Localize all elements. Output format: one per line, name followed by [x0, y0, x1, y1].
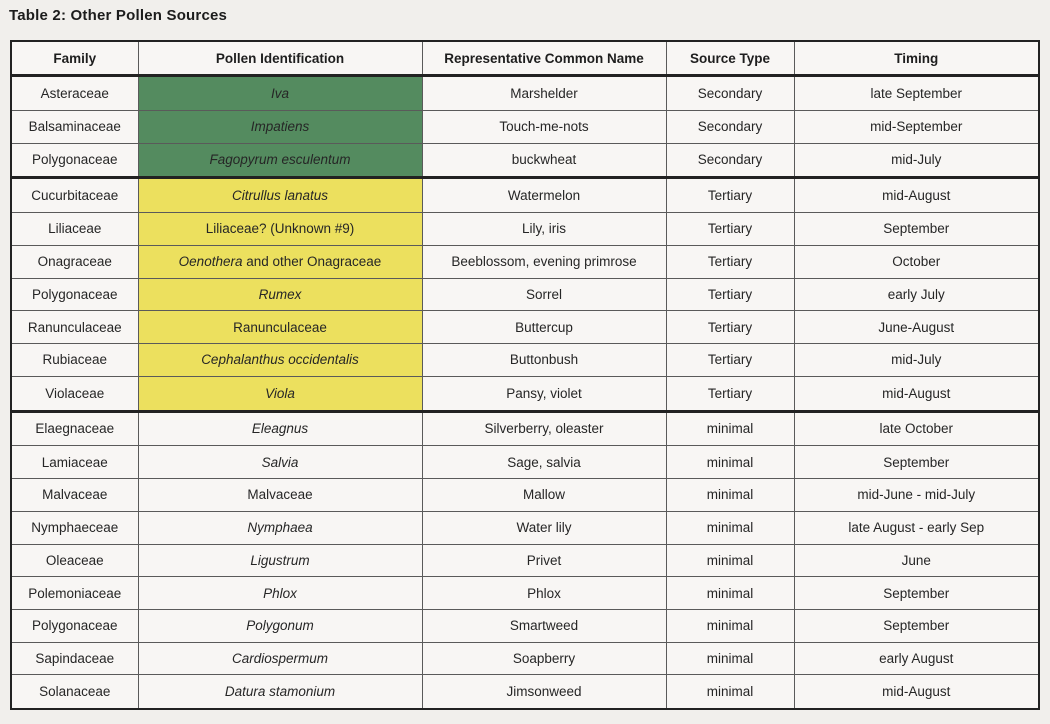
table-row	[11, 577, 1039, 610]
family-cell: Onagraceae	[11, 245, 138, 278]
pollen-name-text: Viola	[265, 385, 295, 401]
pollen-identification-cell	[138, 544, 422, 577]
column-header-pollen-identification: Pollen Identification	[138, 41, 422, 76]
common-name-cell: Jimsonweed	[422, 675, 666, 709]
family-cell: Balsaminaceae	[11, 110, 138, 143]
pollen-name-text: Ligustrum	[250, 552, 310, 568]
common-name-cell: buckwheat	[422, 143, 666, 178]
pollen-name-text: Fagopyrum esculentum	[209, 152, 351, 168]
source-type-cell: Tertiary	[666, 213, 794, 246]
timing-cell: September	[794, 609, 1039, 642]
pollen-identification-cell	[138, 376, 422, 411]
pollen-name-text: Iva	[270, 85, 289, 101]
column-header-timing: Timing	[794, 41, 1039, 76]
common-name-cell: Sage, salvia	[422, 446, 666, 479]
column-header-family: Family	[11, 41, 138, 76]
family-cell: Cucurbitaceae	[11, 178, 138, 213]
source-type-cell: Tertiary	[666, 278, 794, 311]
pollen-name-text: Phlox	[263, 585, 297, 601]
pollen-identification-cell	[138, 675, 422, 709]
table-row	[11, 511, 1039, 544]
timing-cell: early August	[794, 642, 1039, 675]
pollen-name-text: Rumex	[258, 286, 302, 302]
source-type-cell: minimal	[666, 577, 794, 610]
pollen-identification-cell	[138, 344, 422, 377]
header-row	[11, 41, 1039, 76]
family-cell: Solanaceae	[11, 675, 138, 709]
source-type-cell: Secondary	[666, 110, 794, 143]
pollen-identification-cell	[138, 577, 422, 610]
source-type-cell: Tertiary	[666, 344, 794, 377]
timing-cell: October	[794, 245, 1039, 278]
pollen-identification-cell	[138, 609, 422, 642]
table-row	[11, 178, 1039, 213]
common-name-cell: Marshelder	[422, 76, 666, 111]
family-cell: Ranunculaceae	[11, 311, 138, 344]
common-name-cell: Touch-me-nots	[422, 110, 666, 143]
pollen-identification-cell	[138, 642, 422, 675]
source-type-cell: Tertiary	[666, 178, 794, 213]
common-name-cell: Beeblossom, evening primrose	[422, 245, 666, 278]
table-row	[11, 642, 1039, 675]
timing-cell: late October	[794, 411, 1039, 446]
common-name-cell: Buttercup	[422, 311, 666, 344]
table-row	[11, 278, 1039, 311]
pollen-name-text: and other Onagraceae	[242, 254, 382, 270]
timing-cell: mid-June - mid-July	[794, 479, 1039, 512]
pollen-identification-cell	[138, 143, 422, 178]
source-type-cell: Tertiary	[666, 245, 794, 278]
timing-cell: early July	[794, 278, 1039, 311]
timing-cell: mid-September	[794, 110, 1039, 143]
family-cell: Asteraceae	[11, 76, 138, 111]
table-row	[11, 544, 1039, 577]
family-cell: Rubiaceae	[11, 344, 138, 377]
table-body	[11, 76, 1039, 710]
timing-cell: mid-August	[794, 675, 1039, 709]
pollen-identification-cell	[138, 446, 422, 479]
table-row	[11, 411, 1039, 446]
source-type-cell: minimal	[666, 675, 794, 709]
timing-cell: September	[794, 577, 1039, 610]
pollen-identification-cell	[138, 479, 422, 512]
pollen-name-text: Datura stamonium	[224, 684, 336, 700]
family-cell: Polygonaceae	[11, 278, 138, 311]
pollen-name-text: Nymphaea	[247, 520, 313, 536]
timing-cell: mid-July	[794, 344, 1039, 377]
pollen-name-text: Citrullus lanatus	[231, 188, 329, 204]
source-type-cell: minimal	[666, 411, 794, 446]
pollen-name-text: Ranunculaceae	[233, 319, 327, 335]
table-row	[11, 376, 1039, 411]
timing-cell: September	[794, 213, 1039, 246]
table-row	[11, 76, 1039, 111]
family-cell: Polygonaceae	[11, 609, 138, 642]
pollen-identification-cell	[138, 76, 422, 111]
source-type-cell: Secondary	[666, 143, 794, 178]
pollen-name-text: Cephalanthus occidentalis	[201, 352, 359, 368]
source-type-cell: Tertiary	[666, 376, 794, 411]
common-name-cell: Privet	[422, 544, 666, 577]
pollen-identification-cell	[138, 178, 422, 213]
family-cell: Liliaceae	[11, 213, 138, 246]
pollen-identification-cell	[138, 110, 422, 143]
table-row	[11, 143, 1039, 178]
table-title: Table 2: Other Pollen Sources	[9, 7, 228, 24]
timing-cell: mid-August	[794, 178, 1039, 213]
pollen-name-text: Polygonum	[246, 618, 314, 634]
pollen-identification-cell	[138, 245, 422, 278]
pollen-identification-cell	[138, 278, 422, 311]
family-cell: Malvaceae	[11, 479, 138, 512]
source-type-cell: minimal	[666, 642, 794, 675]
timing-cell: mid-July	[794, 143, 1039, 178]
common-name-cell: Smartweed	[422, 609, 666, 642]
pollen-name-text: Malvaceae	[247, 487, 313, 503]
table-row	[11, 609, 1039, 642]
family-cell: Elaegnaceae	[11, 411, 138, 446]
common-name-cell: Soapberry	[422, 642, 666, 675]
source-type-cell: minimal	[666, 609, 794, 642]
table-row	[11, 110, 1039, 143]
pollen-name-text: Impatiens	[250, 119, 310, 135]
family-cell: Nymphaeceae	[11, 511, 138, 544]
pollen-name-text: Salvia	[261, 454, 299, 470]
source-type-cell: Tertiary	[666, 311, 794, 344]
common-name-cell: Buttonbush	[422, 344, 666, 377]
pollen-identification-cell	[138, 213, 422, 246]
common-name-cell: Mallow	[422, 479, 666, 512]
family-cell: Lamiaceae	[11, 446, 138, 479]
family-cell: Oleaceae	[11, 544, 138, 577]
timing-cell: late August - early Sep	[794, 511, 1039, 544]
common-name-cell: Pansy, violet	[422, 376, 666, 411]
pollen-identification-cell	[138, 511, 422, 544]
timing-cell: mid-August	[794, 376, 1039, 411]
table-row	[11, 245, 1039, 278]
family-cell: Polemoniaceae	[11, 577, 138, 610]
family-cell: Violaceae	[11, 376, 138, 411]
source-type-cell: minimal	[666, 479, 794, 512]
timing-cell: September	[794, 446, 1039, 479]
source-type-cell: minimal	[666, 544, 794, 577]
common-name-cell: Phlox	[422, 577, 666, 610]
pollen-name-text: Liliaceae? (Unknown #9)	[205, 221, 355, 237]
table-row	[11, 675, 1039, 709]
source-type-cell: Secondary	[666, 76, 794, 111]
pollen-identification-cell	[138, 311, 422, 344]
common-name-cell: Watermelon	[422, 178, 666, 213]
common-name-cell: Lily, iris	[422, 213, 666, 246]
table-row	[11, 213, 1039, 246]
family-cell: Sapindaceae	[11, 642, 138, 675]
source-type-cell: minimal	[666, 511, 794, 544]
column-header-common-name: Representative Common Name	[422, 41, 666, 76]
pollen-name-text: Eleagnus	[251, 421, 309, 437]
table-row	[11, 311, 1039, 344]
source-type-cell: minimal	[666, 446, 794, 479]
table-row	[11, 344, 1039, 377]
common-name-cell: Sorrel	[422, 278, 666, 311]
table-row	[11, 446, 1039, 479]
pollen-name-text: Cardiospermum	[231, 651, 329, 667]
common-name-cell: Water lily	[422, 511, 666, 544]
pollen-identification-cell	[138, 411, 422, 446]
table-row	[11, 479, 1039, 512]
column-header-source-type: Source Type	[666, 41, 794, 76]
pollen-name-text: Oenothera	[178, 254, 243, 270]
table-header	[11, 41, 1039, 76]
family-cell: Polygonaceae	[11, 143, 138, 178]
pollen-table	[10, 40, 1040, 710]
timing-cell: June	[794, 544, 1039, 577]
common-name-cell: Silverberry, oleaster	[422, 411, 666, 446]
timing-cell: late September	[794, 76, 1039, 111]
timing-cell: June-August	[794, 311, 1039, 344]
